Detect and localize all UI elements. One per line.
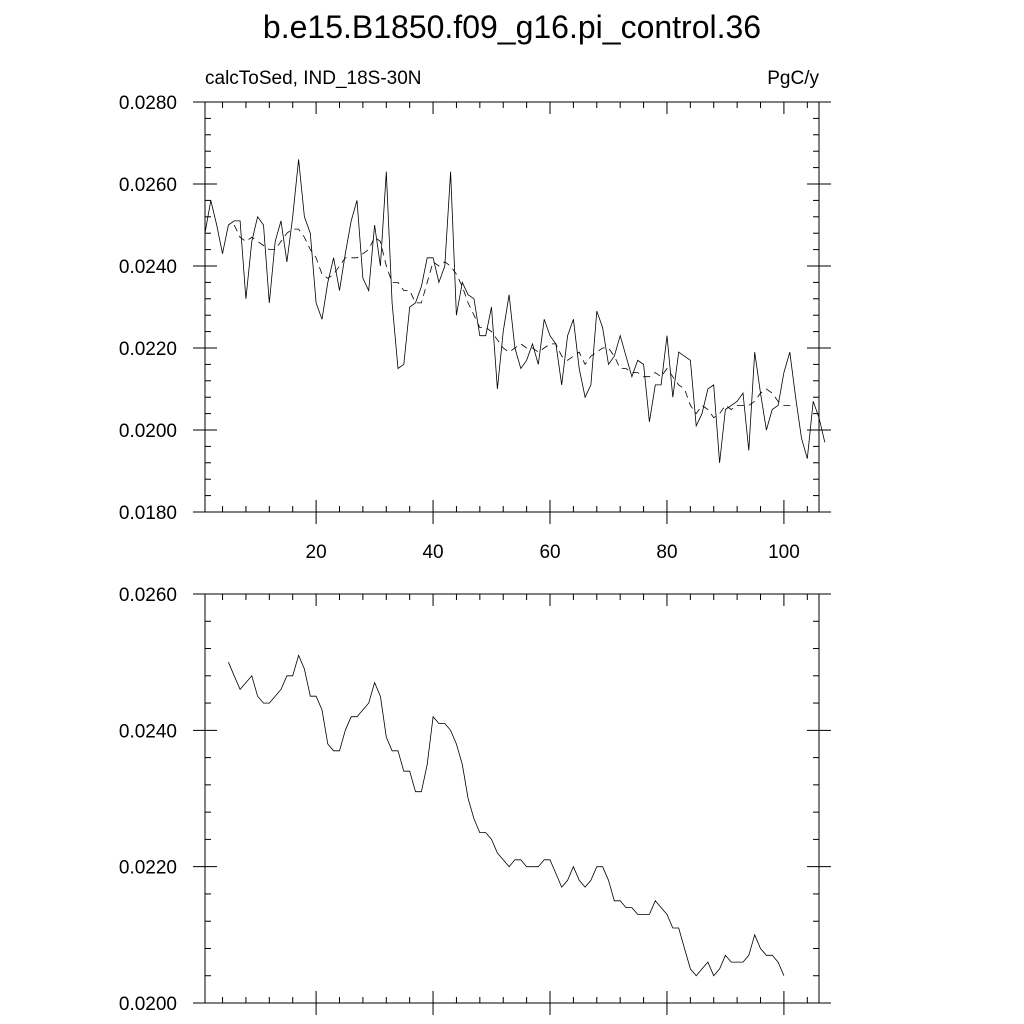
bottom-series-line-annual <box>228 655 784 975</box>
top-y-tick-label: 0.0200 <box>118 421 177 442</box>
top-y-tick-label: 0.0240 <box>118 257 177 278</box>
top-plot-frame <box>205 102 819 512</box>
bottom-plot-frame <box>205 594 819 1003</box>
top-x-tick-label: 100 <box>768 542 800 563</box>
bottom-y-tick-label: 0.0200 <box>118 994 177 1015</box>
top-series-line-running-mean <box>234 225 795 418</box>
top-x-tick-label: 60 <box>539 542 561 563</box>
top-series-line-annual <box>205 159 825 462</box>
figure-title: b.e15.B1850.f09_g16.pi_control.36 <box>262 9 762 45</box>
bottom-y-tick-label: 0.0220 <box>118 857 177 879</box>
top-y-tick-label: 0.0220 <box>118 339 177 360</box>
top-panel-left-string: calcToSed, IND_18S-30N <box>205 68 422 89</box>
top-x-tick-label: 80 <box>656 542 678 563</box>
top-y-tick-label: 0.0280 <box>118 93 177 114</box>
bottom-panel <box>119 585 831 1015</box>
top-panel-right-string: PgC/y <box>767 68 819 89</box>
top-x-tick-label: 40 <box>422 542 444 563</box>
bottom-y-tick-label: 0.0240 <box>118 721 177 743</box>
top-panel <box>119 68 831 563</box>
top-x-tick-label: 20 <box>305 542 327 563</box>
top-y-tick-label: 0.0180 <box>118 503 177 524</box>
top-y-tick-label: 0.0260 <box>118 175 177 196</box>
bottom-y-tick-label: 0.0260 <box>118 585 177 606</box>
